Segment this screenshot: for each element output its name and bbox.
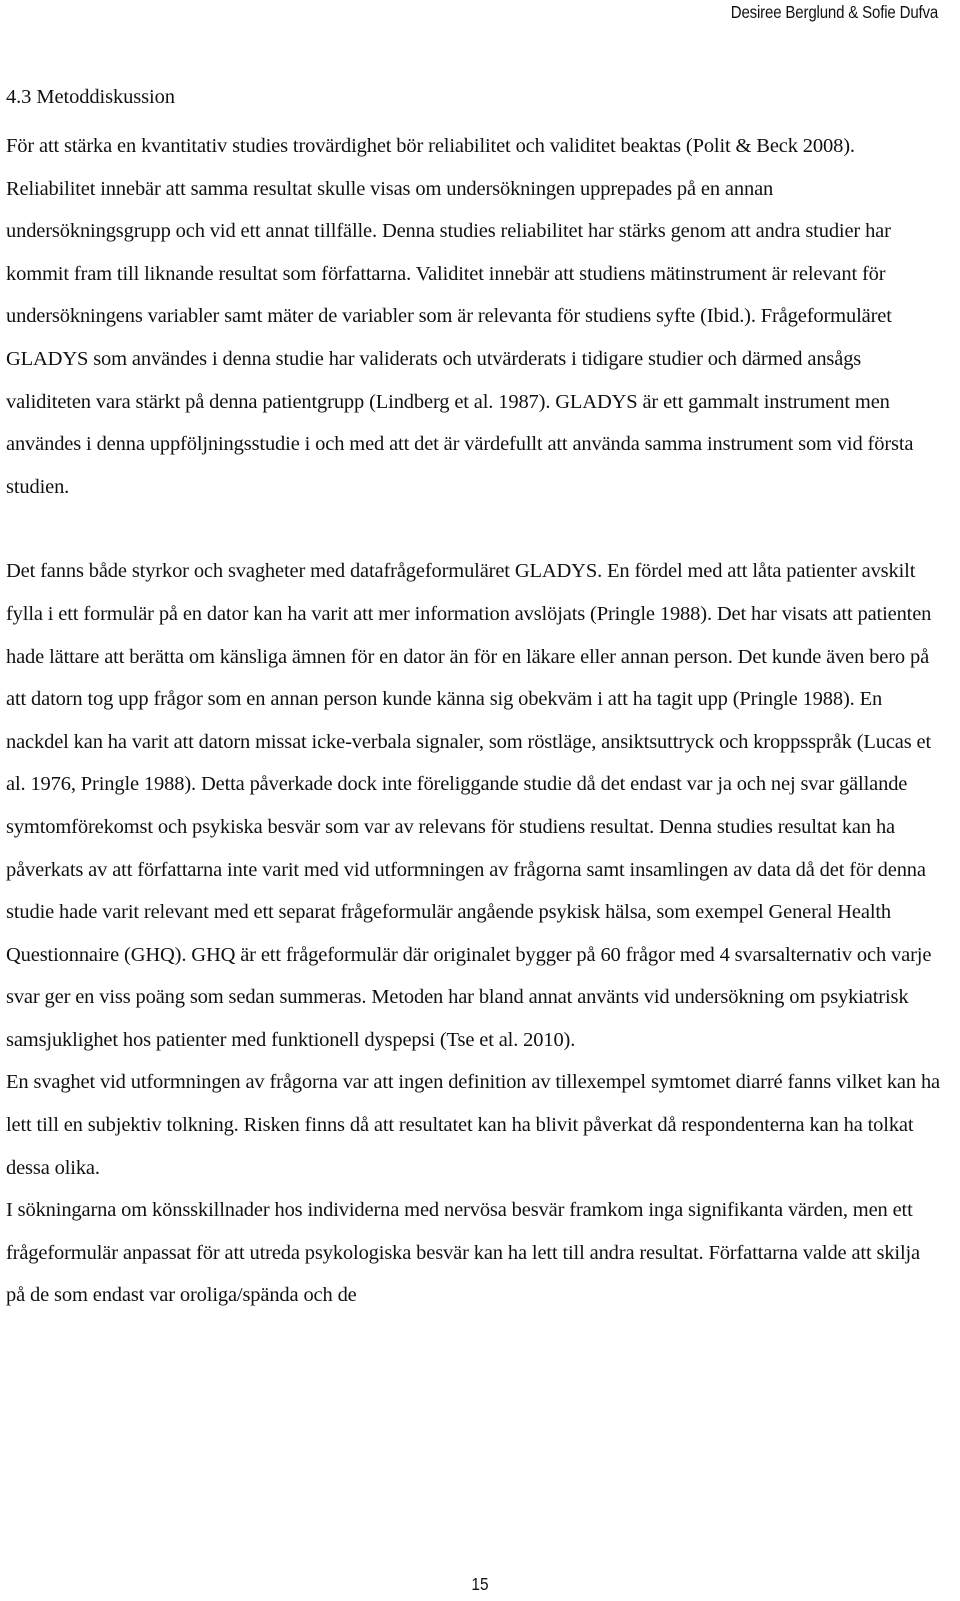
- paragraph-question-design: En svaghet vid utformningen av frågorna var att ingen definition av tillexempel symtomet diarré fanns vilket kan ha lett till en subjektiv tolkning. Risken finns då att resultatet kan ha blivit påverkat då respondenterna kan ha tolkat dessa olika.: [6, 1071, 941, 1179]
- page-number: 15: [471, 1574, 489, 1594]
- paragraph-reliability-validity: För att stärka en kvantitativ studies trovärdighet bör reliabilitet och validitet beaktas (Polit & Beck 2008). Reliabilitet innebär att samma resultat skulle visas om undersökningen upprepades på en annan undersökningsgrupp och vid ett annat tillfälle. Denna studies reliabilitet har stärks genom att andra studier har kommit fram till liknande resultat som författarna. Validitet innebär att studiens mätinstrument är relevant för undersökningens variabler samt mäter de variabler som är relevanta för studiens syfte (Ibid.). Frågeformuläret GLADYS som användes i denna studie har validerats och utvärderats i tidigare studier och därmed ansågs validiteten vara stärkt på denna patientgrupp (Lindberg et al. 1987). GLADYS är ett gammalt instrument men användes i denna uppföljningsstudie i och med att det är värdefullt att använda samma instrument som vid första studien.: [6, 135, 914, 498]
- section-heading: 4.3 Metoddiskussion: [6, 86, 175, 108]
- paragraph-strengths-weaknesses: Det fanns både styrkor och svagheter med datafrågeformuläret GLADYS. En fördel med att låta patienter avskilt fylla i ett formulär på en dator kan ha varit att mer information avslöjats (Pringle 1988). Det har visats att patienten hade lättare att berätta om känsliga ämnen för en dator än för en läkare eller annan person. Det kunde även bero på att datorn tog upp frågor som en annan person kunde känna sig obekväm i att ha tagit upp (Pringle 1988). En nackdel kan ha varit att datorn missat icke-verbala signaler, som röstläge, ansiktsuttryck och kroppsspråk (Lucas et al. 1976, Pringle 1988). Detta påverkade dock inte föreliggande studie då det endast var ja och nej svar gällande symtomförekomst och psykiska besvär som var av relevans för studiens resultat. Denna studies resultat kan ha påverkats av att författarna inte varit med vid utformningen av frågorna samt insamlingen av data då det för denna studie hade varit relevant med ett separat frågeformulär angående psykisk hälsa, som exempel General Health Questionnaire (GHQ). GHQ är ett frågeformulär där originalet bygger på 60 frågor med 4 svarsalternativ och varje svar ger en viss poäng som sedan summeras. Metoden har bland annat använts vid undersökning om psykiatrisk samsjuklighet hos patienter med funktionell dyspepsi (Tse et al. 2010).: [6, 560, 932, 1051]
- running-header-authors: Desiree Berglund & Sofie Dufva: [730, 2, 938, 22]
- paragraph-gender-differences: I sökningarna om könsskillnader hos individerna med nervösa besvär framkom inga signifikanta värden, men ett frågeformulär anpassat för att utreda psykologiska besvär kan ha lett till andra resultat. Författarna valde att skilja på de som endast var oroliga/spända och de: [6, 1199, 920, 1307]
- page-body: [6, 77, 940, 1317]
